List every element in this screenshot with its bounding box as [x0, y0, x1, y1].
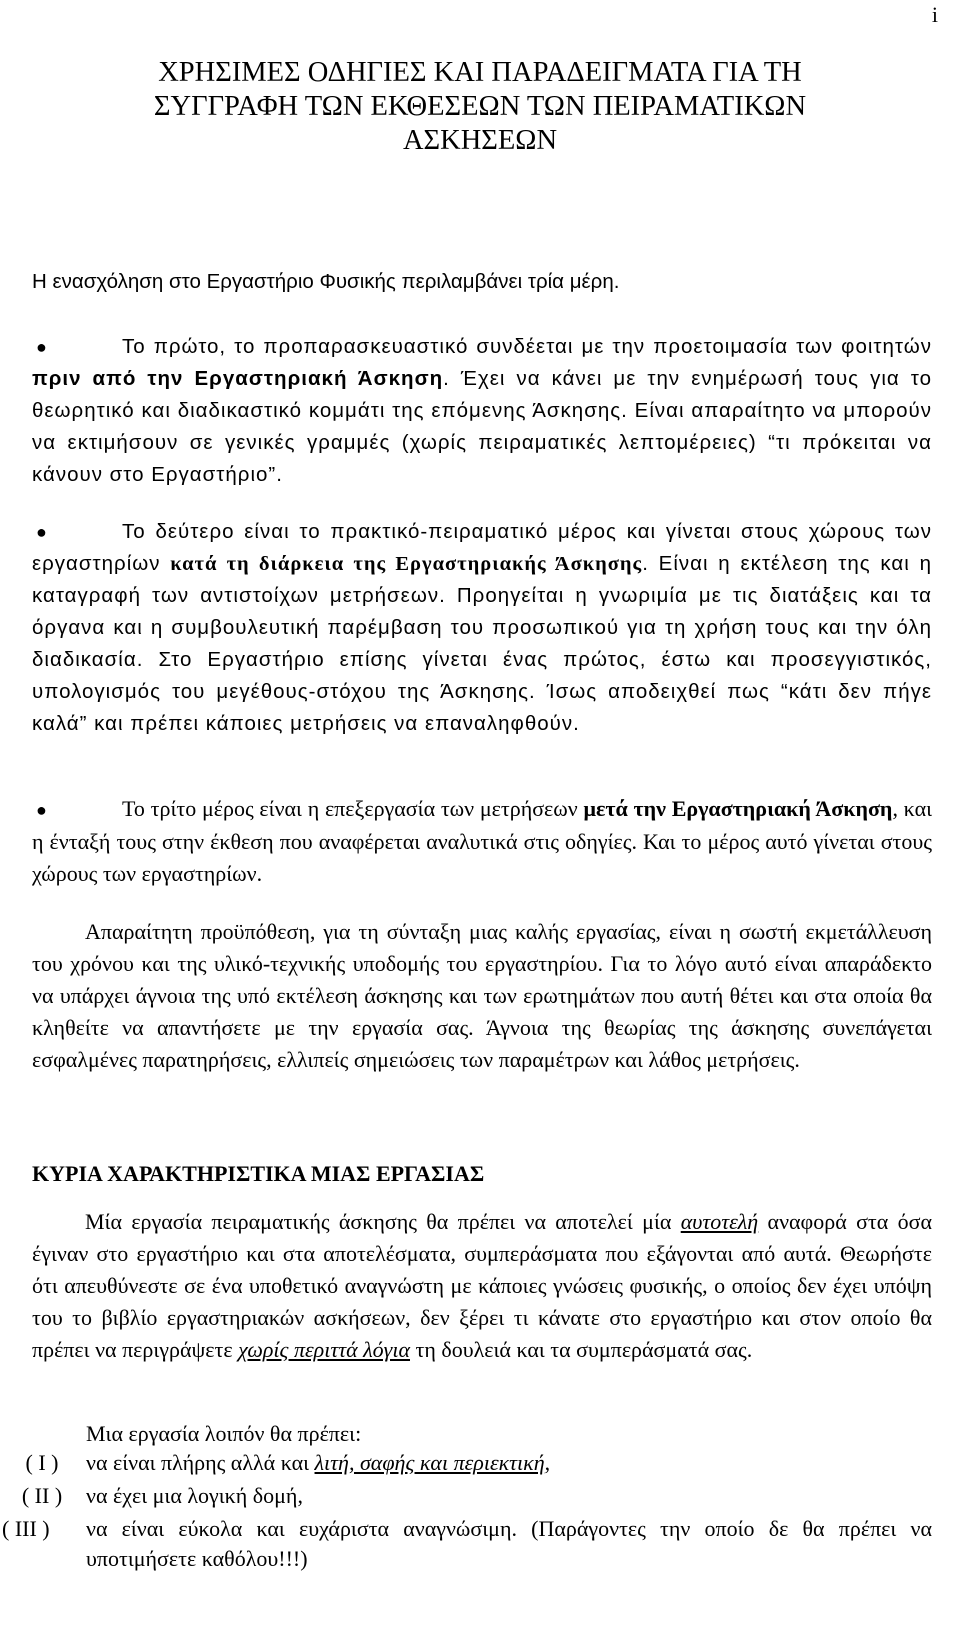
list-item-number: ( III )	[2, 1516, 50, 1541]
bullet-paragraph-3	[32, 793, 932, 890]
list-item-number: ( I )	[25, 1450, 59, 1475]
bullet-1-text-b: . Έχει να κάνει με την ενημέρωσή τους για το θεωρητικό και διαδικαστικό κομμάτι της επόμενης Άσκησης. Είναι απαραίτητο να μπορούν να εκτιμήσουν σε γενικές γραμμές (χωρίς πειραματικές λεπτομέρειες) “τι πρόκειται να κάνουν στο Εργαστήριο”.	[32, 367, 933, 486]
section-text-c: τη δουλειά και τα συμπεράσματά σας.	[410, 1337, 753, 1362]
section-text-a: Μία εργασία πειραματικής άσκησης θα πρέπει να αποτελεί μία	[85, 1209, 681, 1234]
bullet-icon: ●	[36, 522, 48, 542]
list-item-text-b: ,	[544, 1450, 551, 1475]
section-emphasis-1: αυτοτελή	[680, 1209, 759, 1234]
bullet-2-text-b: . Είναι η εκτέλεση της και η καταγραφή των αντιστοίχων μετρήσεων. Προηγείται η γνωριμία με τις διατάξεις και τα όργανα και η συμβουλευτική παρέμβαση του προσωπικού για τη χρήση τους και την όλη διαδικασία. Στο Εργαστήριο επίσης γίνεται ένας πρώτος, έστω και προσεγγιστικός, υπολογισμός του μεγέθους-στόχου της Άσκησης. Ίσως αποδειχθεί πως “κάτι δεν πήγε καλά” και πρέπει κάποιες μετρήσεις να επαναληφθούν.	[32, 552, 932, 735]
bullet-icon: ●	[36, 800, 47, 820]
list-item-text-a: να είναι πλήρης αλλά και	[86, 1450, 315, 1475]
bullet-1-bold: πριν από την Εργαστηριακή Άσκηση	[32, 367, 444, 390]
bullet-1-text-a: Το πρώτο, το προπαρασκευαστικό συνδέεται με την προετοιμασία των φοιτητών	[122, 335, 932, 358]
title-line-2: ΣΥΓΓΡΑΦΗ ΤΩΝ ΕΚΘΕΣΕΩΝ ΤΩΝ ΠΕΙΡΑΜΑΤΙΚΩΝ	[153, 91, 807, 122]
title-line-3: ΑΣΚΗΣΕΩΝ	[402, 125, 558, 156]
bullet-paragraph-1	[32, 331, 932, 491]
list-intro: Μια εργασία λοιπόν θα πρέπει:	[86, 1421, 362, 1446]
bullet-2-text-a: Το δεύτερο είναι το πρακτικό-πειραματικό μέρος και γίνεται στους χώρους των εργαστηρίων	[32, 520, 932, 575]
bullet-icon: ●	[36, 337, 48, 357]
bullet-3-text-a: Το τρίτο μέρος είναι η επεξεργασία των μετρήσεων	[122, 796, 584, 821]
bullet-3-bold: μετά την Εργαστηριακή Άσκηση	[583, 796, 893, 821]
title-line-1: ΧΡΗΣΙΜΕΣ ΟΔΗΓΙΕΣ ΚΑΙ ΠΑΡΑΔΕΙΓΜΑΤΑ ΓΙΑ ΤΗ	[158, 57, 802, 88]
section-heading: ΚΥΡΙΑ ΧΑΡΑΚΤΗΡΙΣΤΙΚΑ ΜΙΑΣ ΕΡΓΑΣΙΑΣ	[32, 1161, 485, 1186]
bullet-2-bold: κατά τη διάρκεια της Εργαστηριακής Άσκησης	[170, 553, 643, 575]
list-item-text: να έχει μια λογική δομή,	[86, 1483, 303, 1508]
section-text-b: αναφορά στα όσα έγιναν στο εργαστήριο και στα αποτελέσματα, συμπεράσματα που εξάγονται από αυτά. Θεωρήστε ότι απευθύνεστε σε ένα υποθετικό αναγνώστη με κάποιες γνώσεις φυσικής, ο οποίος δεν έχει υπόψη του το βιβλίο εργαστηριακών ασκήσεων, δεν ξέρει τι κάνατε στο εργαστήριο και στον οποίο θα πρέπει να περιγράψετε	[32, 1209, 932, 1362]
list-item-text	[86, 1448, 932, 1478]
page-number: i	[931, 2, 938, 27]
section-emphasis-2: χωρίς περιττά λόγια	[238, 1337, 410, 1362]
bullet-3-text-b: , και η ένταξή τους στην έκθεση που αναφέρεται αναλυτικά στις οδηγίες. Και το μέρος αυτό γίνεται στους χώρους των εργαστηρίων.	[32, 796, 933, 886]
section-paragraph	[32, 1206, 932, 1366]
list-item-emphasis: λιτή, σαφής και περιεκτική	[314, 1450, 545, 1475]
list-item-text: να είναι εύκολα και ευχάριστα αναγνώσιμη. (Παράγοντες την οποίο δε θα πρέπει να υποτιμήσετε καθόλου!!!)	[86, 1516, 932, 1571]
intro-paragraph: Η ενασχόληση στο Εργαστήριο Φυσικής περιλαμβάνει τρία μέρη.	[32, 270, 620, 293]
document-title	[60, 56, 900, 158]
prerequisite-paragraph: Απαραίτητη προϋπόθεση, για τη σύνταξη μιας καλής εργασίας, είναι η σωστή εκμετάλλευση του χρόνου και της υλικό-τεχνικής υποδομής του εργαστηρίου. Για το λόγο αυτό είναι απαράδεκτο να υπάρχει άγνοια της υπό εκτέλεση άσκησης και των ερωτημάτων που αυτή θέτει και στα οποία θα κληθείτε να απαντήσετε με την εργασία σας. Άγνοια της θεωρίας της άσκησης συνεπάγεται εσφαλμένες παρατηρήσεις, ελλιπείς σημειώσεις των παραμέτρων και λάθος μετρήσεις.	[32, 919, 932, 1072]
list-item-number: ( II )	[21, 1483, 63, 1508]
bullet-paragraph-2	[32, 516, 932, 740]
